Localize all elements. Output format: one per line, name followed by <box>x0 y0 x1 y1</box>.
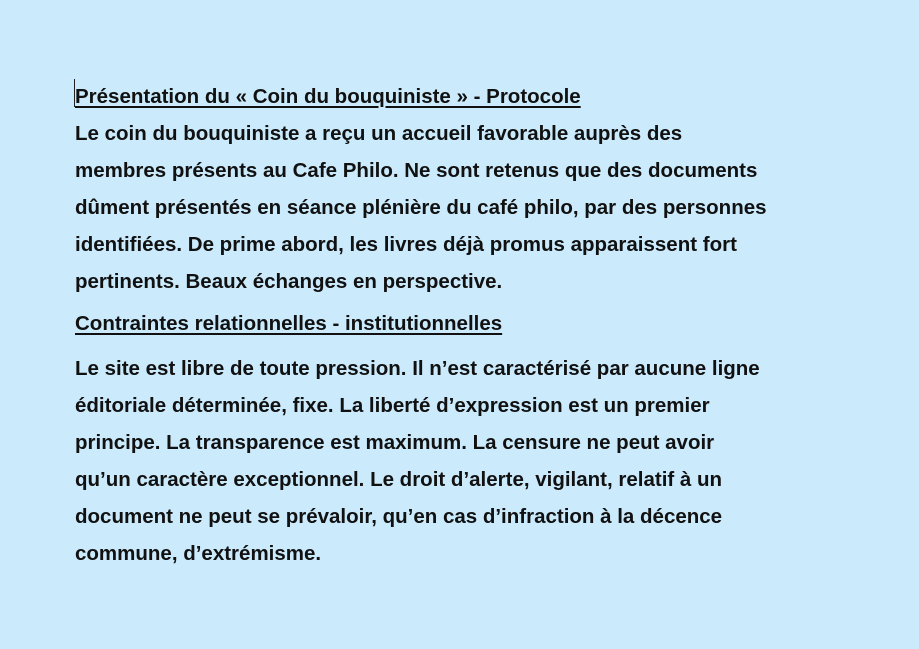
paragraph-protocole <box>75 115 875 300</box>
paragraph-line: identifiées. De prime abord, les livres déjà promus apparaissent fort <box>75 233 737 256</box>
paragraph-line: membres présents au Cafe Philo. Ne sont retenus que des documents <box>75 159 758 182</box>
paragraph-line: principe. La transparence est maximum. La censure ne peut avoir <box>75 431 715 454</box>
paragraph-line: éditoriale déterminée, fixe. La liberté d’expression est un premier <box>75 394 710 417</box>
section-heading-contraintes: Contraintes relationnelles - institutionnelles <box>75 312 503 335</box>
paragraph-line: commune, d’extrémisme. <box>75 542 322 565</box>
paragraph-line: Le site est libre de toute pression. Il n’est caractérisé par aucune ligne <box>75 357 760 380</box>
paragraph-line: qu’un caractère exceptionnel. Le droit d’alerte, vigilant, relatif à un <box>75 468 723 491</box>
text-cursor <box>74 79 75 107</box>
paragraph-line: dûment présentés en séance plénière du café philo, par des personnes <box>75 196 767 219</box>
paragraph-line: pertinents. Beaux échanges en perspective. <box>75 270 503 293</box>
paragraph-line: document ne peut se prévaloir, qu’en cas d’infraction à la décence <box>75 505 723 528</box>
paragraph-contraintes <box>75 350 875 572</box>
paragraph-line: Le coin du bouquiniste a reçu un accueil favorable auprès des <box>75 122 683 145</box>
document-body[interactable] <box>75 78 875 572</box>
section-heading-protocole: Présentation du « Coin du bouquiniste » - Protocole <box>75 85 581 108</box>
